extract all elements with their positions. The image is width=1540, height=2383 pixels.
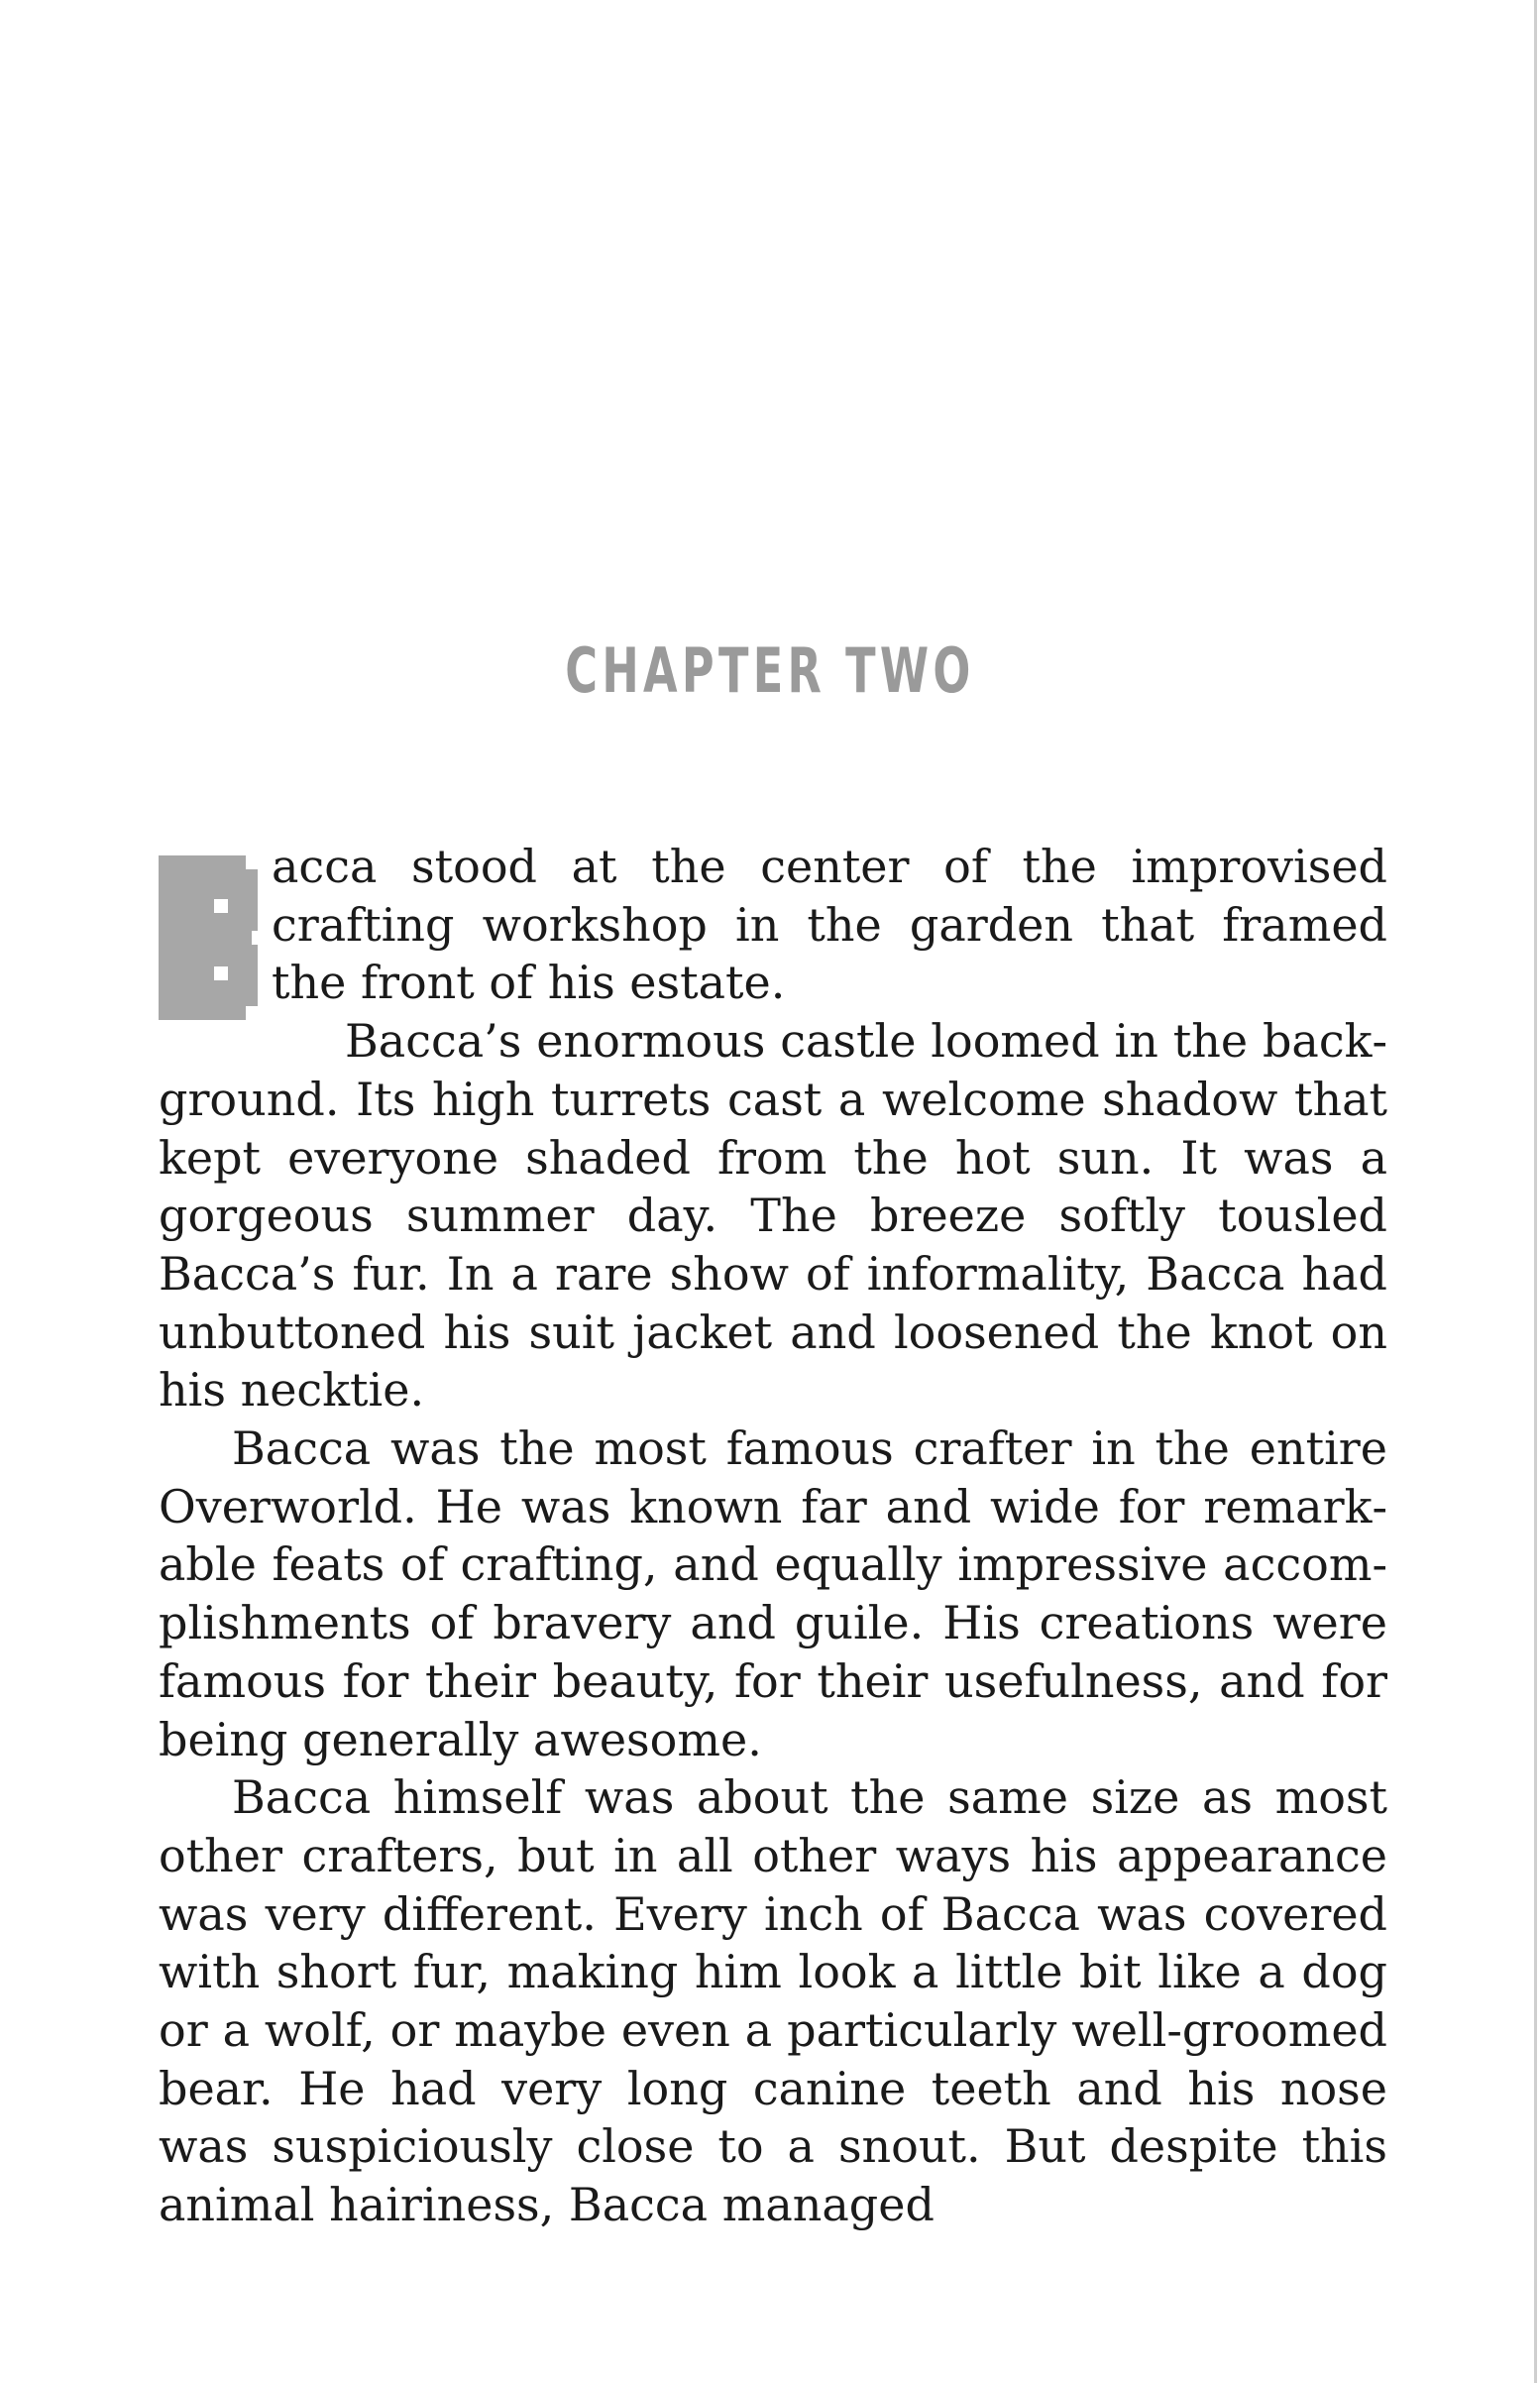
- paragraph: Bacca was the most famous crafter in the entire Overworld. He was known far and wide for remarkable feats of crafting, and equally impressive accomplishments of bravery and guile. His creations were famous for their beauty, for their usefulness, and for being generally awesome.: [159, 1421, 1387, 1766]
- chapter-heading: CHAPTER TWO: [565, 634, 975, 707]
- body-text: [159, 838, 1387, 2234]
- drop-cap-letter: [159, 855, 258, 1020]
- paragraph: [159, 838, 1387, 1012]
- page-edge: [1534, 0, 1537, 2383]
- paragraph: Bacca’s enormous castle loomed in the background. Its high turrets cast a welcome shadow that kept everyone shaded from the hot sun. It was a gorgeous summer day. The breeze softly tousled Bacca’s fur. In a rare show of informality, Bacca had unbuttoned his suit jacket and loosened the knot on his necktie.: [159, 1014, 1387, 1418]
- paragraph-text: acca stood at the center of the improvised crafting workshop in the garden that framed the front of his estate.: [272, 840, 1387, 1010]
- paragraph: Bacca himself was about the same size as most other crafters, but in all other ways his appearance was very different. Every inch of Bacca was covered with short fur, making him look a little bit like a dog or a wolf, or maybe even a particularly well-groomed bear. He had very long canine teeth and his nose was suspiciously close to a snout. But despite this animal hairiness, Bacca managed: [159, 1770, 1387, 2232]
